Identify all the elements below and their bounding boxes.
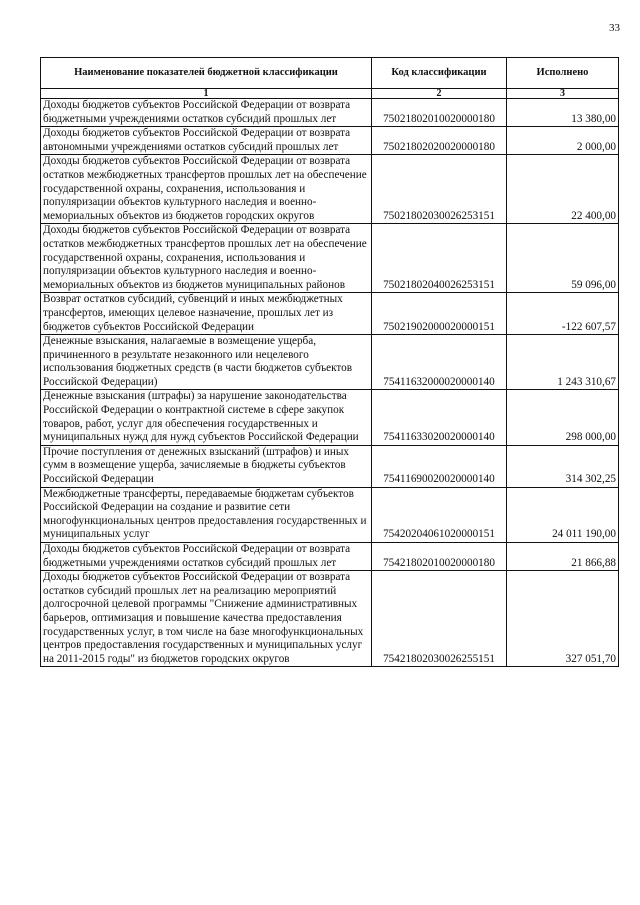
row-name: Денежные взыскания, налагаемые в возмещение ущерба, причиненного в результате незаконного или нецелевого использования бюджетных средств (в части бюджетов субъектов Российской Федерации) — [41, 335, 372, 390]
header-row — [41, 58, 619, 89]
row-amount: 327 051,70 — [507, 571, 619, 667]
table-row — [41, 127, 619, 155]
row-amount: -122 607,57 — [507, 293, 619, 335]
header-executed: Исполнено — [507, 58, 619, 89]
column-number: 2 — [372, 89, 507, 99]
row-name: Доходы бюджетов субъектов Российской Федерации от возврата автономными учреждениями остатков субсидий прошлых лет — [41, 127, 372, 155]
row-code: 75021802040026253151 — [372, 224, 507, 293]
column-number: 1 — [41, 89, 372, 99]
row-code: 75021802020020000180 — [372, 127, 507, 155]
table-row — [41, 487, 619, 542]
row-amount: 2 000,00 — [507, 127, 619, 155]
row-name: Возврат остатков субсидий, субвенций и иных межбюджетных трансфертов, имеющих целевое назначение, прошлых лет из бюджетов субъектов Российской Федерации — [41, 293, 372, 335]
row-name: Доходы бюджетов субъектов Российской Федерации от возврата бюджетными учреждениями остатков субсидий прошлых лет — [41, 99, 372, 127]
table-row — [41, 335, 619, 390]
table-row — [41, 390, 619, 445]
table-row — [41, 155, 619, 224]
row-amount: 59 096,00 — [507, 224, 619, 293]
page-number: 33 — [609, 22, 620, 34]
row-code: 75421802010020000180 — [372, 543, 507, 571]
row-code: 75420204061020000151 — [372, 487, 507, 542]
row-name: Доходы бюджетов субъектов Российской Федерации от возврата остатков межбюджетных трансфертов прошлых лет на обеспечение государственной охраны, сохранения, использования и популяризации объектов культурного наследия и военно-мемориальных объектов из бюджетов муниципальных районов — [41, 224, 372, 293]
budget-table — [40, 57, 619, 667]
table-row — [41, 445, 619, 487]
row-amount: 314 302,25 — [507, 445, 619, 487]
row-code: 75411690020020000140 — [372, 445, 507, 487]
column-number-row — [41, 89, 619, 99]
table-row — [41, 571, 619, 667]
row-code: 75021802030026253151 — [372, 155, 507, 224]
row-name: Доходы бюджетов субъектов Российской Федерации от возврата остатков субсидий прошлых лет на реализацию мероприятий долгосрочной целевой программы "Снижение административных барьеров, оптимизация и повышение качества предоставления государственных услуг, в том числе на базе многофункциональных центров предоставления государственных и муниципальных услуг на 2011-2015 годы" из бюджетов городских округов — [41, 571, 372, 667]
row-amount: 21 866,88 — [507, 543, 619, 571]
table-row — [41, 543, 619, 571]
row-code: 75021802010020000180 — [372, 99, 507, 127]
table-row — [41, 293, 619, 335]
row-name: Доходы бюджетов субъектов Российской Федерации от возврата остатков межбюджетных трансфертов прошлых лет на обеспечение государственной охраны, сохранения, использования и популяризации объектов культурного наследия и военно-мемориальных объектов из бюджетов городских округов — [41, 155, 372, 224]
row-name: Доходы бюджетов субъектов Российской Федерации от возврата бюджетными учреждениями остатков субсидий прошлых лет — [41, 543, 372, 571]
table-row — [41, 99, 619, 127]
row-code: 75411632000020000140 — [372, 335, 507, 390]
row-code: 75021902000020000151 — [372, 293, 507, 335]
row-name: Денежные взыскания (штрафы) за нарушение законодательства Российской Федерации о контрактной системе в сфере закупок товаров, работ, услуг для обеспечения государственных и муниципальных нужд для нужд субъектов Российской Федерации — [41, 390, 372, 445]
row-code: 75421802030026255151 — [372, 571, 507, 667]
row-amount: 13 380,00 — [507, 99, 619, 127]
header-name: Наименование показателей бюджетной классификации — [41, 58, 372, 89]
row-amount: 1 243 310,67 — [507, 335, 619, 390]
column-number: 3 — [507, 89, 619, 99]
row-amount: 24 011 190,00 — [507, 487, 619, 542]
row-amount: 298 000,00 — [507, 390, 619, 445]
row-name: Прочие поступления от денежных взысканий (штрафов) и иных сумм в возмещение ущерба, зачисляемые в бюджеты субъектов Российской Федерации — [41, 445, 372, 487]
row-amount: 22 400,00 — [507, 155, 619, 224]
table-row — [41, 224, 619, 293]
header-code: Код классификации — [372, 58, 507, 89]
row-code: 75411633020020000140 — [372, 390, 507, 445]
row-name: Межбюджетные трансферты, передаваемые бюджетам субъектов Российской Федерации на создание и развитие сети многофункциональных центров предоставления государственных и муниципальных услуг — [41, 487, 372, 542]
